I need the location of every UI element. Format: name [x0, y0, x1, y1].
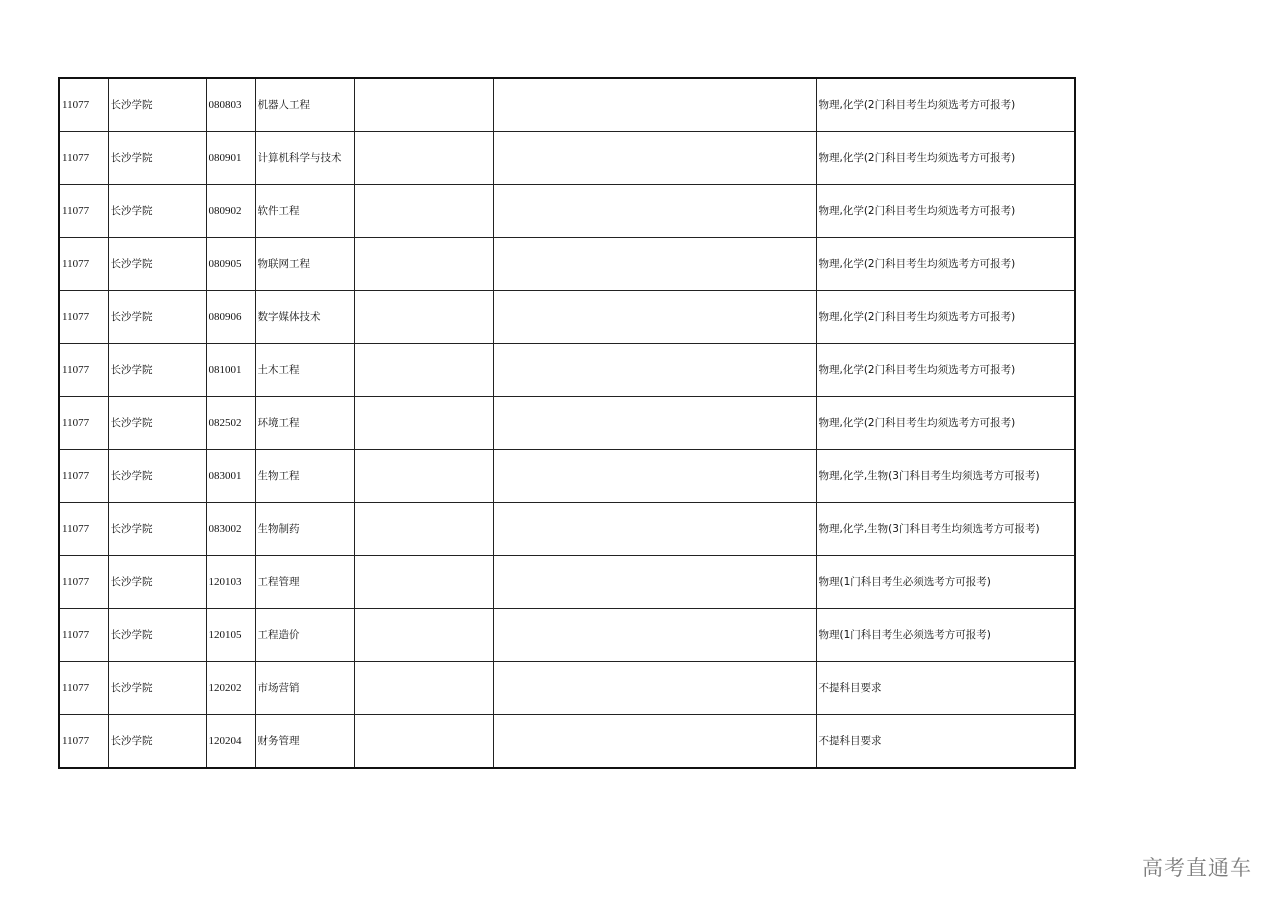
- cell-empty-col6: [493, 344, 816, 397]
- cell-subject-requirement: 不提科目要求: [816, 715, 1075, 769]
- cell-school-code: 11077: [59, 344, 108, 397]
- cell-empty-col6: [493, 662, 816, 715]
- table-row: [59, 238, 1075, 291]
- cell-school-name: 长沙学院: [108, 132, 206, 185]
- cell-empty-col5: [354, 344, 493, 397]
- cell-major-name: 数字媒体技术: [255, 291, 354, 344]
- cell-empty-col6: [493, 132, 816, 185]
- cell-subject-requirement: 不提科目要求: [816, 662, 1075, 715]
- cell-major-code: 120103: [206, 556, 255, 609]
- cell-major-name: 环境工程: [255, 397, 354, 450]
- cell-school-code: 11077: [59, 609, 108, 662]
- cell-school-name: 长沙学院: [108, 78, 206, 132]
- cell-school-code: 11077: [59, 397, 108, 450]
- cell-school-code: 11077: [59, 662, 108, 715]
- cell-empty-col6: [493, 503, 816, 556]
- cell-major-code: 080902: [206, 185, 255, 238]
- cell-subject-requirement: 物理,化学(2门科目考生均须选考方可报考): [816, 397, 1075, 450]
- cell-school-code: 11077: [59, 132, 108, 185]
- cell-major-name: 财务管理: [255, 715, 354, 769]
- watermark-text: 高考直通车: [1142, 856, 1252, 880]
- cell-school-name: 长沙学院: [108, 556, 206, 609]
- table-row: [59, 556, 1075, 609]
- cell-subject-requirement: 物理,化学(2门科目考生均须选考方可报考): [816, 344, 1075, 397]
- cell-subject-requirement: 物理,化学,生物(3门科目考生均须选考方可报考): [816, 503, 1075, 556]
- cell-major-code: 080906: [206, 291, 255, 344]
- cell-subject-requirement: 物理,化学(2门科目考生均须选考方可报考): [816, 185, 1075, 238]
- table-row: [59, 503, 1075, 556]
- cell-empty-col6: [493, 185, 816, 238]
- cell-empty-col5: [354, 662, 493, 715]
- cell-school-code: 11077: [59, 556, 108, 609]
- cell-school-code: 11077: [59, 715, 108, 769]
- cell-school-name: 长沙学院: [108, 397, 206, 450]
- cell-major-name: 物联网工程: [255, 238, 354, 291]
- cell-major-code: 083002: [206, 503, 255, 556]
- cell-empty-col5: [354, 238, 493, 291]
- cell-subject-requirement: 物理,化学(2门科目考生均须选考方可报考): [816, 78, 1075, 132]
- cell-school-name: 长沙学院: [108, 185, 206, 238]
- cell-school-name: 长沙学院: [108, 450, 206, 503]
- cell-empty-col6: [493, 556, 816, 609]
- table-row: [59, 609, 1075, 662]
- cell-empty-col6: [493, 609, 816, 662]
- cell-major-code: 080901: [206, 132, 255, 185]
- cell-major-name: 土木工程: [255, 344, 354, 397]
- table-row: [59, 291, 1075, 344]
- cell-school-code: 11077: [59, 291, 108, 344]
- cell-empty-col5: [354, 715, 493, 769]
- cell-subject-requirement: 物理,化学(2门科目考生均须选考方可报考): [816, 291, 1075, 344]
- cell-empty-col6: [493, 78, 816, 132]
- cell-empty-col6: [493, 397, 816, 450]
- cell-empty-col5: [354, 132, 493, 185]
- cell-school-code: 11077: [59, 78, 108, 132]
- table-row: [59, 715, 1075, 769]
- cell-major-code: 120105: [206, 609, 255, 662]
- cell-major-code: 083001: [206, 450, 255, 503]
- cell-subject-requirement: 物理,化学,生物(3门科目考生均须选考方可报考): [816, 450, 1075, 503]
- cell-subject-requirement: 物理,化学(2门科目考生均须选考方可报考): [816, 132, 1075, 185]
- cell-school-name: 长沙学院: [108, 609, 206, 662]
- cell-school-code: 11077: [59, 503, 108, 556]
- cell-empty-col6: [493, 715, 816, 769]
- cell-major-code: 120202: [206, 662, 255, 715]
- cell-empty-col6: [493, 291, 816, 344]
- cell-major-name: 市场营销: [255, 662, 354, 715]
- cell-empty-col5: [354, 556, 493, 609]
- table-row: [59, 78, 1075, 132]
- table-row: [59, 450, 1075, 503]
- table-row: [59, 132, 1075, 185]
- cell-subject-requirement: 物理(1门科目考生必须选考方可报考): [816, 556, 1075, 609]
- table-row: [59, 397, 1075, 450]
- cell-empty-col5: [354, 609, 493, 662]
- cell-major-code: 120204: [206, 715, 255, 769]
- cell-empty-col5: [354, 78, 493, 132]
- cell-school-name: 长沙学院: [108, 503, 206, 556]
- cell-major-name: 计算机科学与技术: [255, 132, 354, 185]
- cell-empty-col5: [354, 291, 493, 344]
- cell-major-code: 081001: [206, 344, 255, 397]
- cell-school-name: 长沙学院: [108, 715, 206, 769]
- cell-major-code: 082502: [206, 397, 255, 450]
- cell-major-code: 080803: [206, 78, 255, 132]
- table-row: [59, 662, 1075, 715]
- cell-school-code: 11077: [59, 450, 108, 503]
- cell-empty-col6: [493, 450, 816, 503]
- cell-empty-col6: [493, 238, 816, 291]
- table-row: [59, 344, 1075, 397]
- cell-empty-col5: [354, 503, 493, 556]
- cell-major-name: 机器人工程: [255, 78, 354, 132]
- cell-major-name: 生物工程: [255, 450, 354, 503]
- cell-school-name: 长沙学院: [108, 238, 206, 291]
- cell-school-name: 长沙学院: [108, 291, 206, 344]
- table-row: [59, 185, 1075, 238]
- cell-school-code: 11077: [59, 238, 108, 291]
- cell-subject-requirement: 物理,化学(2门科目考生均须选考方可报考): [816, 238, 1075, 291]
- cell-major-name: 工程造价: [255, 609, 354, 662]
- cell-school-name: 长沙学院: [108, 344, 206, 397]
- cell-school-code: 11077: [59, 185, 108, 238]
- cell-major-name: 工程管理: [255, 556, 354, 609]
- cell-major-code: 080905: [206, 238, 255, 291]
- cell-major-name: 软件工程: [255, 185, 354, 238]
- cell-empty-col5: [354, 397, 493, 450]
- cell-empty-col5: [354, 450, 493, 503]
- cell-school-name: 长沙学院: [108, 662, 206, 715]
- cell-major-name: 生物制药: [255, 503, 354, 556]
- cell-subject-requirement: 物理(1门科目考生必须选考方可报考): [816, 609, 1075, 662]
- cell-empty-col5: [354, 185, 493, 238]
- subject-requirement-table: [58, 77, 1076, 769]
